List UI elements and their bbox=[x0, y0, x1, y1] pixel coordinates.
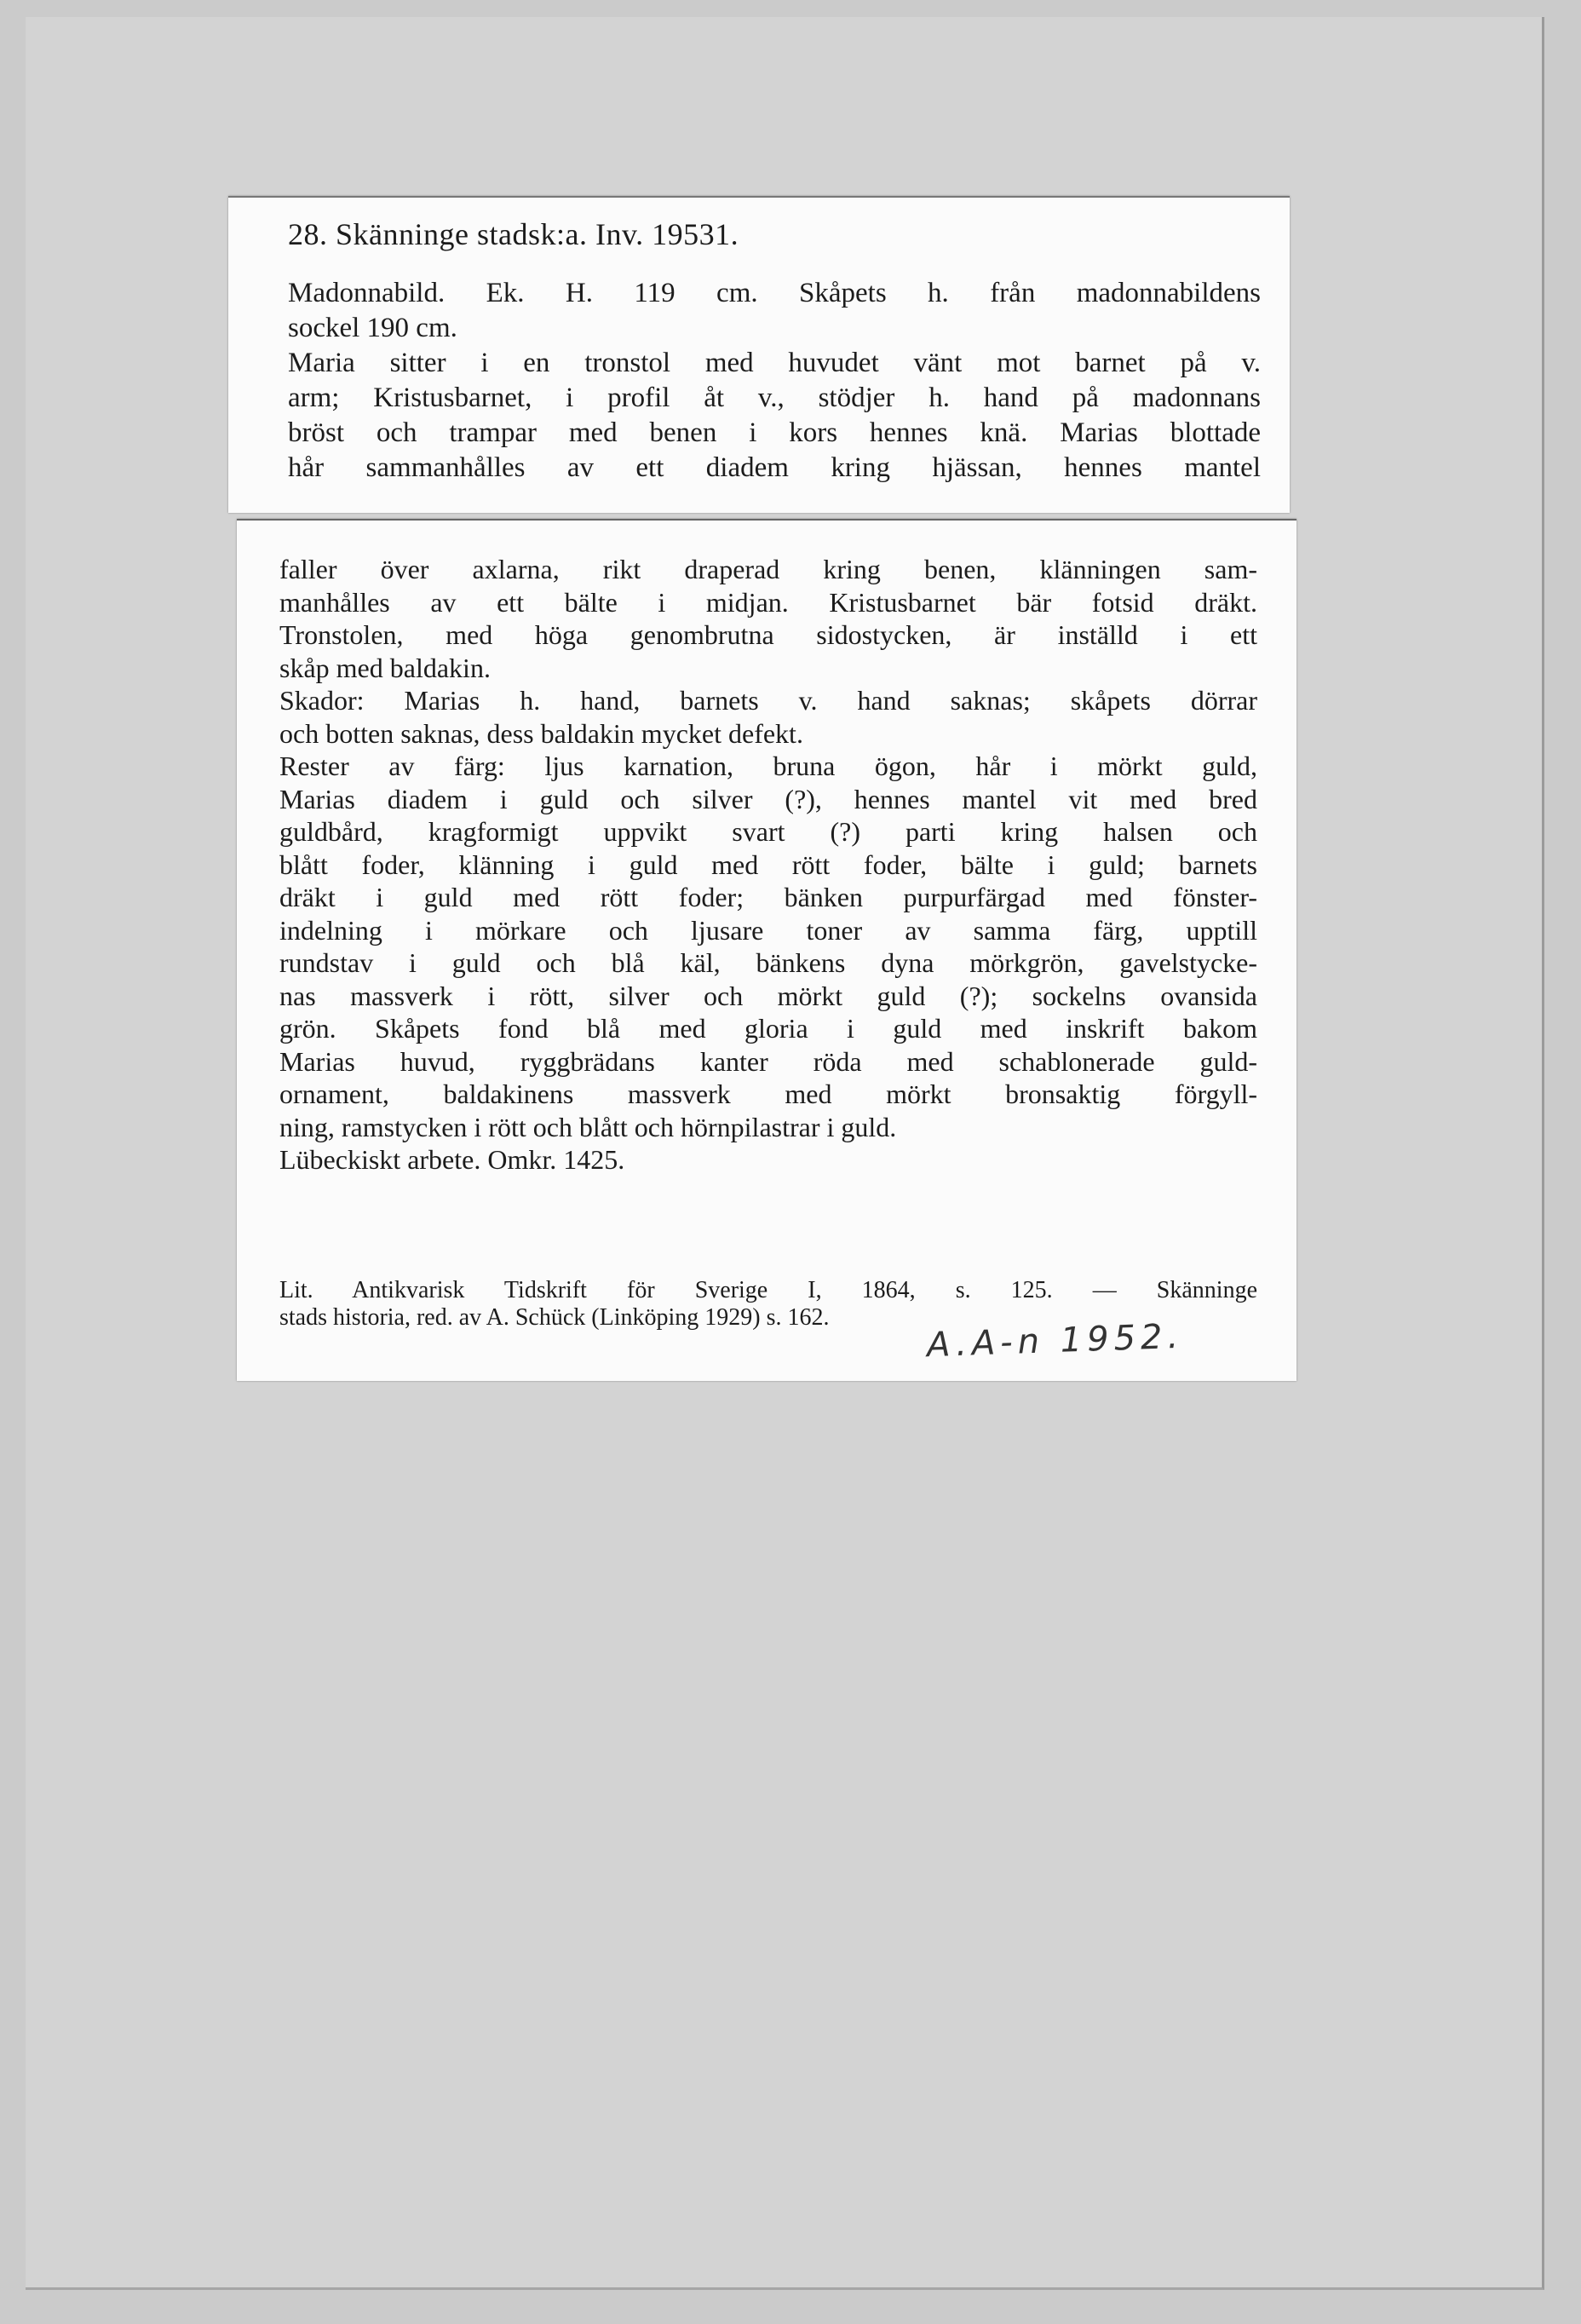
text-line: Madonnabild. Ek. H. 119 cm. Skåpets h. från madonnabildens bbox=[288, 278, 1261, 308]
text-line: faller över axlarna, rikt draperad kring benen, klänningen sam- bbox=[279, 554, 1257, 584]
literature-line: Lit. Antikvarisk Tidskrift för Sverige I, 1864, s. 125. — Skänninge bbox=[279, 1277, 1257, 1303]
text-line: Skador: Marias h. hand, barnets v. hand saknas; skåpets dörrar bbox=[279, 685, 1257, 716]
text-line: hår sammanhålles av ett diadem kring hjässan, hennes mantel bbox=[288, 452, 1261, 483]
text-line: guldbård, kragformigt uppvikt svart (?) parti kring halsen och bbox=[279, 816, 1257, 847]
text-line: Tronstolen, med höga genombrutna sidostycken, är inställd i ett bbox=[279, 619, 1257, 650]
entry-title: 28. Skänninge stadsk:a. Inv. 19531. bbox=[288, 217, 739, 251]
text-line: dräkt i guld med rött foder; bänken purpurfärgad med fönster- bbox=[279, 882, 1257, 912]
text-line: arm; Kristusbarnet, i profil åt v., stödjer h. hand på madonnans bbox=[288, 383, 1261, 413]
text-line: och botten saknas, dess baldakin mycket defekt. bbox=[279, 717, 803, 749]
text-line: skåp med baldakin. bbox=[279, 652, 491, 683]
clipping-bottom bbox=[237, 519, 1296, 1381]
text-line: manhålles av ett bälte i midjan. Kristusbarnet bär fotsid dräkt. bbox=[279, 586, 1257, 618]
text-line: blått foder, klänning i guld med rött foder, bälte i guld; barnets bbox=[279, 848, 1257, 880]
text-line: ning, ramstycken i rött och blått och hörnpilastrar i guld. bbox=[279, 1111, 897, 1142]
text-line: ornament, baldakinens massverk med mörkt bronsaktig förgyll- bbox=[279, 1079, 1257, 1109]
text-line: Marias huvud, ryggbrädans kanter röda med schablonerade guld- bbox=[279, 1045, 1257, 1077]
text-line: Maria sitter i en tronstol med huvudet vänt mot barnet på v. bbox=[288, 348, 1261, 378]
text-line: bröst och trampar med benen i kors hennes knä. Marias blottade bbox=[288, 417, 1261, 448]
text-line: indelning i mörkare och ljusare toner av samma färg, upptill bbox=[279, 914, 1257, 946]
text-line: Lübeckiskt arbete. Omkr. 1425. bbox=[279, 1144, 625, 1175]
entry-text-bottom bbox=[279, 553, 1257, 1176]
clipping-top bbox=[228, 196, 1290, 513]
text-line: Rester av färg: ljus karnation, bruna ögon, hår i mörkt guld, bbox=[279, 751, 1257, 781]
text-line: nas massverk i rött, silver och mörkt guld (?); sockelns ovansida bbox=[279, 980, 1257, 1011]
text-line: sockel 190 cm. bbox=[288, 313, 457, 343]
literature-line: stads historia, red. av A. Schück (Linköping 1929) s. 162. bbox=[279, 1304, 830, 1331]
text-line: rundstav i guld och blå käl, bänkens dyna mörkgrön, gavelstycke- bbox=[279, 947, 1257, 978]
entry-text-top bbox=[288, 276, 1261, 486]
text-line: Marias diadem i guld och silver (?), hennes mantel vit med bred bbox=[279, 783, 1257, 814]
text-line: grön. Skåpets fond blå med gloria i guld med inskrift bakom bbox=[279, 1013, 1257, 1044]
handwritten-note: A.A-n 1952. bbox=[926, 1316, 1184, 1366]
